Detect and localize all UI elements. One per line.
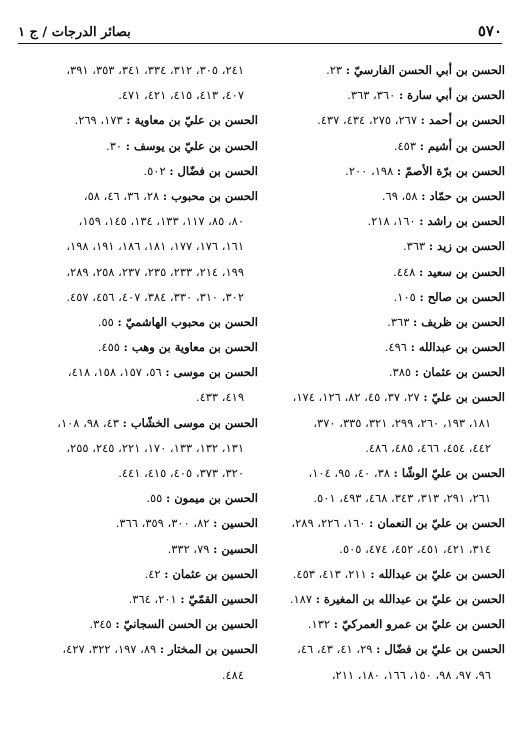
- book-title: بصائر الدرجات / ج ١: [18, 25, 131, 40]
- entry-name: الحسن بن سعيد :: [418, 264, 505, 279]
- entry-name: الحسن بن عليّ بن النعمان :: [369, 516, 505, 531]
- index-entry-continuation: [265, 486, 505, 511]
- index-entry: [265, 562, 505, 587]
- entry-pages: ٤١٩، ٤٣٣.: [195, 390, 244, 405]
- index-entry: [265, 58, 505, 83]
- index-entry-continuation: [6, 436, 258, 461]
- index-entry: [6, 537, 258, 562]
- entry-pages: ٢٣.: [326, 63, 343, 77]
- entry-name: الحسن بن أبي سارة :: [398, 88, 505, 103]
- index-entry-continuation: [265, 411, 505, 436]
- entry-pages: ٤٥٥.: [97, 340, 120, 355]
- entry-pages: ٣٦٣.: [403, 239, 426, 254]
- index-entry: [6, 360, 258, 385]
- entry-name: الحسن بن فضّال :: [169, 163, 258, 178]
- index-entry: [265, 310, 505, 335]
- entry-pages: ١٨١، ١٩٣، ٢٦٠، ٢٩٩، ٣٢١، ٣٣٥، ٣٧٠،: [313, 415, 491, 430]
- entry-pages: ٢٠١، ٣٦٤.: [128, 591, 177, 606]
- entry-pages: ٣٠.: [106, 138, 123, 153]
- entry-name: الحسن بن عليّ بن عمرو العمركيّ :: [333, 617, 505, 632]
- entry-pages: ٨٢، ٣٠٠، ٣٥٩، ٣٦٦.: [115, 516, 210, 531]
- index-entry: [6, 108, 258, 133]
- entry-name: الحسين بن المختار :: [159, 642, 258, 657]
- index-entry: [6, 310, 258, 335]
- entry-name: الحسن بن راشد :: [419, 214, 505, 229]
- entry-pages: ٨٩، ١٩٧، ٣٢٢، ٤٢٧،: [62, 642, 157, 657]
- entry-pages: ٤٩٦.: [384, 340, 407, 355]
- entry-pages: ١٣٢.: [307, 617, 331, 632]
- entry-pages: ١٦٠، ٢١٨.: [367, 214, 416, 229]
- entry-name: الحسن بن أبي الحسن الفارسيّ :: [345, 63, 505, 77]
- index-entry: [6, 184, 258, 209]
- entry-pages: ١٦٠، ٢٢٦، ٢٨٩،: [291, 516, 366, 531]
- index-entry-continuation: [6, 285, 258, 310]
- entry-pages: ٤٤٨.: [393, 264, 416, 279]
- entry-name: الحسن بن عليّ بن معاوية :: [126, 113, 258, 128]
- entry-pages: ٤٣، ٩٨، ١٠٨،: [57, 415, 119, 430]
- entry-name: الحسن بن محبوب :: [162, 188, 258, 203]
- entry-name: الحسن بن عبدالله :: [410, 340, 505, 355]
- entry-pages: ٢٨، ٣٦، ٤٦، ٥٨،: [83, 188, 160, 203]
- entry-pages: ٣١٤، ٤٢١، ٤٥١، ٤٥٢، ٤٧٤، ٥٠٥.: [339, 541, 491, 556]
- entry-name: الحسن بن عليّ بن عبدالله :: [370, 566, 505, 581]
- entry-pages: ٥٠٢.: [143, 163, 166, 178]
- entry-pages: ٤٤٢، ٤٥٤، ٤٦٦، ٤٨٥، ٤٨٦.: [365, 440, 491, 455]
- index-entry: [265, 360, 505, 385]
- index-entry-continuation: [6, 234, 258, 259]
- entry-pages: ٣٠٢، ٣١٠، ٣٣٠، ٣٨٤، ٤٠٧، ٤٥٦، ٤٥٧.: [66, 289, 244, 304]
- index-entry: [265, 612, 505, 637]
- entry-pages: ٧٩، ٣٣٢.: [167, 541, 210, 556]
- entry-pages: ٣٨، ٤٠، ٩٥، ١٠٤،: [308, 466, 390, 480]
- index-entry: [265, 159, 505, 184]
- entry-pages: ١٩٩، ٢١٤، ٢٣٣، ٢٣٥، ٢٣٧، ٢٥٨، ٢٨٩،: [66, 264, 244, 279]
- entry-name: الحسين :: [213, 516, 258, 531]
- index-entry: [265, 260, 505, 285]
- entry-name: الحسين بن عثمان :: [164, 566, 258, 581]
- entry-name: الحسن بن أشيم :: [419, 138, 505, 153]
- entry-pages: ٤٨٤.: [221, 667, 244, 682]
- index-entry-continuation: [6, 58, 258, 83]
- index-entry-continuation: [265, 663, 505, 688]
- index-entry: [6, 511, 258, 536]
- entry-pages: ١٧٣، ٢٦٩.: [74, 113, 123, 128]
- entry-name: الحسن بن زيد :: [428, 239, 505, 254]
- entry-name: الحسن بن برّة الأصمّ :: [396, 163, 505, 178]
- entry-pages: ٤٠٧، ٤١٣، ٤١٥، ٤٢١، ٤٧١.: [118, 88, 244, 103]
- index-entry-continuation: [6, 209, 258, 234]
- index-entry-continuation: [6, 83, 258, 108]
- entry-name: الحسن بن ظريف :: [413, 314, 505, 329]
- entry-pages: ٣٢٠، ٣٧٣، ٤٠٥، ٤١٥، ٤٤١.: [118, 466, 244, 480]
- entry-pages: ٢٧، ٣٧، ٤٥، ٨٢، ١٢٦، ١٧٤،: [292, 390, 420, 405]
- index-entry: [6, 587, 258, 612]
- index-entry-continuation: [6, 385, 258, 410]
- index-entry: [265, 234, 505, 259]
- entry-name: الحسن بن عليّ بن فضّال :: [376, 642, 505, 657]
- page-header: [18, 14, 502, 44]
- entry-name: الحسن بن صالح :: [419, 289, 505, 304]
- entry-name: الحسن بن عليّ بن عبدالله بن المغيرة :: [315, 591, 505, 606]
- entry-pages: ١٠٥.: [393, 289, 416, 304]
- entry-name: الحسين :: [213, 541, 258, 556]
- entry-pages: ٩٦، ٩٧، ٩٨، ١٥٠، ١٦٦، ١٨٠، ٢١١،: [331, 667, 491, 682]
- index-entry: [6, 411, 258, 436]
- index-entry: [265, 461, 505, 486]
- entry-name: الحسن بن محبوب الهاشميّ :: [117, 314, 258, 329]
- entry-pages: ٢٩، ٤١، ٤٣، ٤٦،: [297, 642, 373, 657]
- index-entry-continuation: [265, 537, 505, 562]
- index-entry: [6, 637, 258, 662]
- index-entry: [265, 587, 505, 612]
- entry-pages: ٣٦٣.: [387, 314, 410, 329]
- entry-name: الحسن بن موسى :: [165, 365, 258, 380]
- index-entry: [6, 486, 258, 511]
- entry-name: الحسين القمّيّ :: [180, 591, 258, 606]
- entry-pages: ١٨٧.: [289, 591, 313, 606]
- entry-pages: ٥٥.: [146, 491, 163, 506]
- index-column-left: [6, 58, 258, 688]
- entry-pages: ٤٥٣.: [393, 138, 417, 153]
- entry-pages: ٥٥.: [97, 314, 114, 329]
- index-entry: [265, 184, 505, 209]
- entry-pages: ٢١١، ٤١٣، ٤٥٣.: [292, 566, 367, 581]
- index-entry-continuation: [6, 663, 258, 688]
- index-column-right: [265, 58, 505, 688]
- index-entry: [265, 209, 505, 234]
- index-entry: [265, 134, 505, 159]
- entry-pages: ٢٦١، ٢٩١، ٣١٣، ٣٤٣، ٤٦٨، ٤٩٣، ٥٠١.: [313, 491, 491, 506]
- entry-pages: ١٦١، ١٧٦، ١٧٧، ١٨١، ١٨٦، ١٩١، ١٩٨،: [66, 239, 244, 254]
- entry-name: الحسن بن عثمان :: [414, 365, 505, 380]
- entry-pages: ٤٢.: [144, 566, 161, 581]
- index-entry: [265, 285, 505, 310]
- entry-pages: ٥٨، ٦٩.: [381, 188, 418, 203]
- page-number: ٥٧٠: [477, 22, 502, 40]
- entry-name: الحسن بن أحمد :: [420, 113, 505, 128]
- index-entry: [265, 108, 505, 133]
- entry-pages: ٣٤٥.: [89, 617, 112, 632]
- entry-pages: ١٣١، ١٣٢، ١٣٣، ١٧٠، ٢٢١، ٢٤٥، ٢٥٥،: [66, 440, 244, 455]
- index-entry: [265, 83, 505, 108]
- entry-pages: ١٩٨، ٢٠٠.: [345, 163, 394, 178]
- entry-pages: ٣٨٥.: [388, 365, 412, 380]
- index-entry-continuation: [265, 436, 505, 461]
- index-entry: [6, 562, 258, 587]
- entry-pages: ٥٦، ١٥٧، ١٥٨، ٤١٨،: [67, 365, 162, 380]
- entry-name: الحسن بن عليّ :: [423, 390, 505, 405]
- entry-pages: ٢٦٧، ٢٧٥، ٤٣٤، ٤٣٧.: [317, 113, 417, 128]
- index-entry: [6, 335, 258, 360]
- index-entry-continuation: [6, 260, 258, 285]
- entry-pages: ٨٠، ٨٥، ١١٧، ١٣٣، ١٣٤، ١٤٥، ١٥٩،: [78, 214, 244, 229]
- entry-name: الحسن بن عليّ بن يوسف :: [125, 138, 258, 153]
- entry-name: الحسن بن معاوية بن وهب :: [123, 340, 258, 355]
- index-entry: [265, 385, 505, 410]
- entry-name: الحسين بن الحسن السجانيّ :: [115, 617, 258, 632]
- entry-pages: ٢٤١، ٣٠٥، ٣١٢، ٣٣٤، ٣٤١، ٣٥٣، ٣٩١،: [66, 63, 244, 77]
- index-entry: [265, 637, 505, 662]
- entry-name: الحسن بن حمّاد :: [421, 188, 505, 203]
- entry-pages: ٣٦٠، ٣٦٣.: [347, 88, 396, 103]
- index-entry: [6, 134, 258, 159]
- entry-name: الحسن بن موسى الخشّاب :: [122, 415, 258, 430]
- index-entry-continuation: [6, 461, 258, 486]
- index-entry: [265, 335, 505, 360]
- entry-name: الحسن بن ميمون :: [165, 491, 258, 506]
- index-entry: [6, 612, 258, 637]
- entry-name: الحسن بن عليّ الوشّا :: [393, 466, 505, 480]
- index-entry: [265, 511, 505, 536]
- index-entry: [6, 159, 258, 184]
